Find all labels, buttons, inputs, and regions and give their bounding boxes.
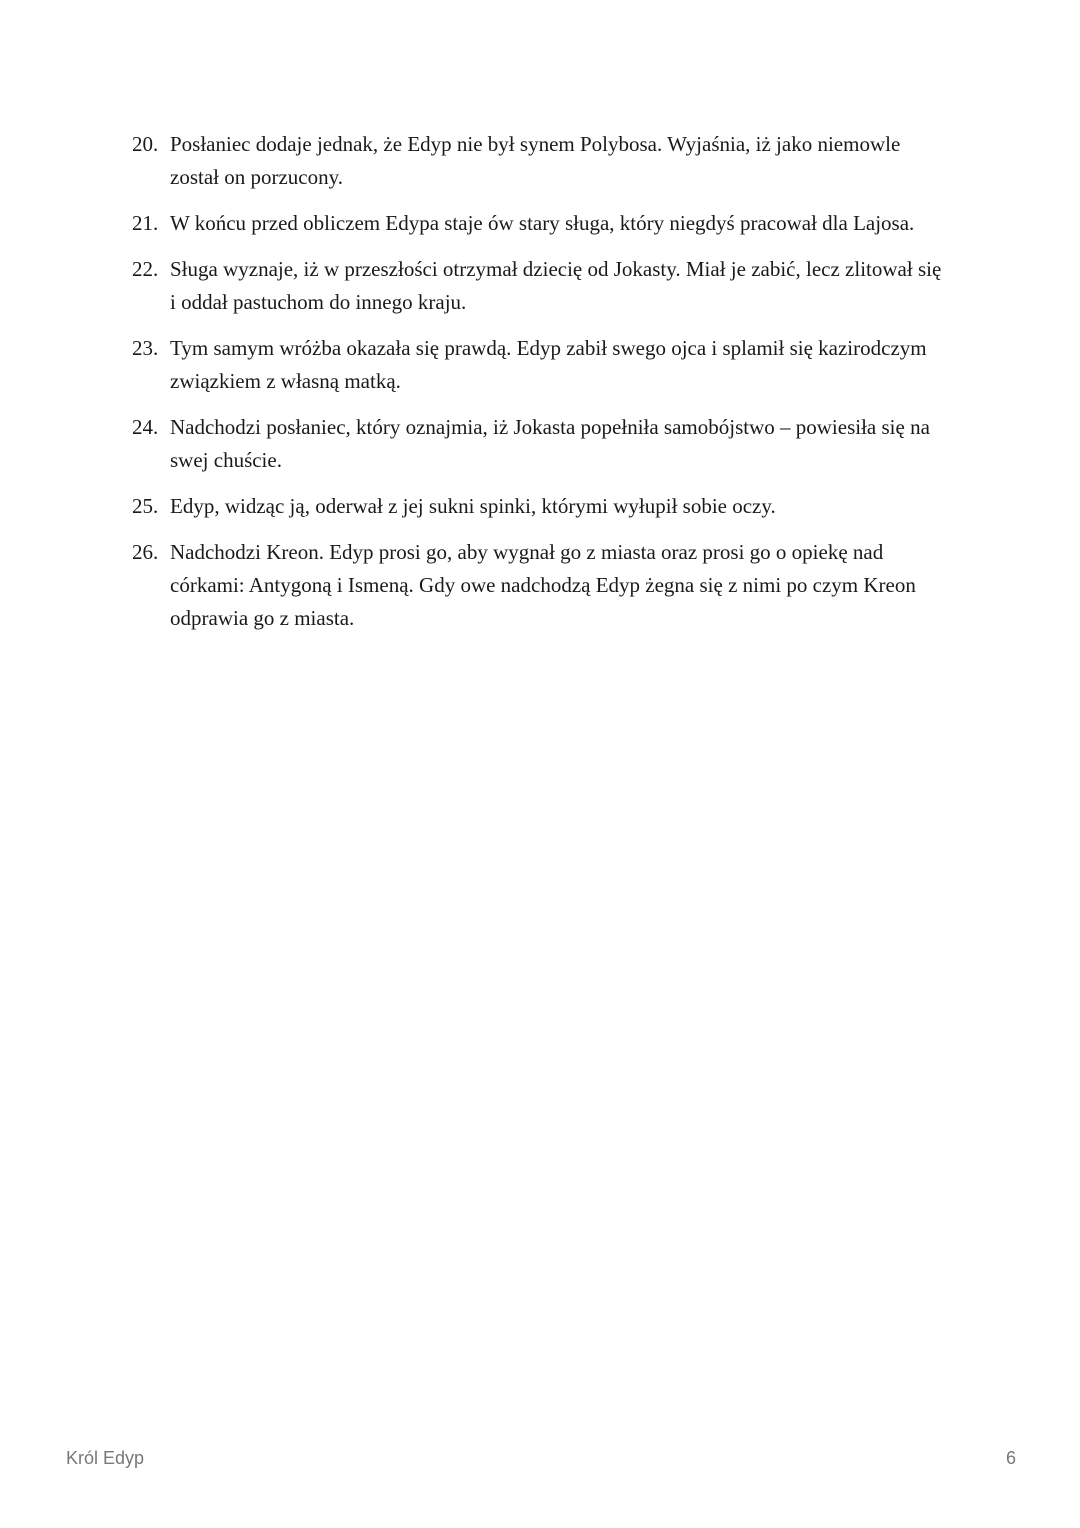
list-item-number: 23. <box>132 336 159 360</box>
list-item <box>132 207 952 240</box>
list-item-text: Edyp, widząc ją, oderwał z jej sukni spinki, którymi wyłupił sobie oczy. <box>170 494 776 518</box>
list-item-number: 26. <box>132 540 159 564</box>
list-item-text: Nadchodzi posłaniec, który oznajmia, iż Jokasta popełniła samobójstwo – powiesiła się na swej chuście. <box>170 415 930 472</box>
list-item <box>132 411 952 477</box>
footer-document-title: Król Edyp <box>66 1448 145 1468</box>
list-item-number: 21. <box>132 211 159 235</box>
numbered-list <box>132 128 952 648</box>
list-item-number: 24. <box>132 415 159 439</box>
footer-page-number: 6 <box>1005 1448 1016 1468</box>
list-item <box>132 253 952 319</box>
list-item-text: W końcu przed obliczem Edypa staje ów stary sługa, który niegdyś pracował dla Lajosa. <box>170 211 915 235</box>
list-item-text: Nadchodzi Kreon. Edyp prosi go, aby wygnał go z miasta oraz prosi go o opiekę nad córkami: Antygoną i Ismeną. Gdy owe nadchodzą Edyp żegna się z nimi po czym Kreon odprawia go z miasta. <box>170 540 916 630</box>
list-item <box>132 536 952 635</box>
list-item-text: Sługa wyznaje, iż w przeszłości otrzymał dziecię od Jokasty. Miał je zabić, lecz zlitował się i oddał pastuchom do innego kraju. <box>170 257 942 314</box>
list-item-number: 25. <box>132 494 159 518</box>
list-item <box>132 490 952 523</box>
list-item-number: 20. <box>132 132 159 156</box>
list-item <box>132 332 952 398</box>
list-item <box>132 128 952 194</box>
list-item-text: Tym samym wróżba okazała się prawdą. Edyp zabił swego ojca i splamił się kazirodczym związkiem z własną matką. <box>170 336 927 393</box>
list-item-text: Posłaniec dodaje jednak, że Edyp nie był synem Polybosa. Wyjaśnia, iż jako niemowle został on porzucony. <box>170 132 901 189</box>
list-item-number: 22. <box>132 257 159 281</box>
